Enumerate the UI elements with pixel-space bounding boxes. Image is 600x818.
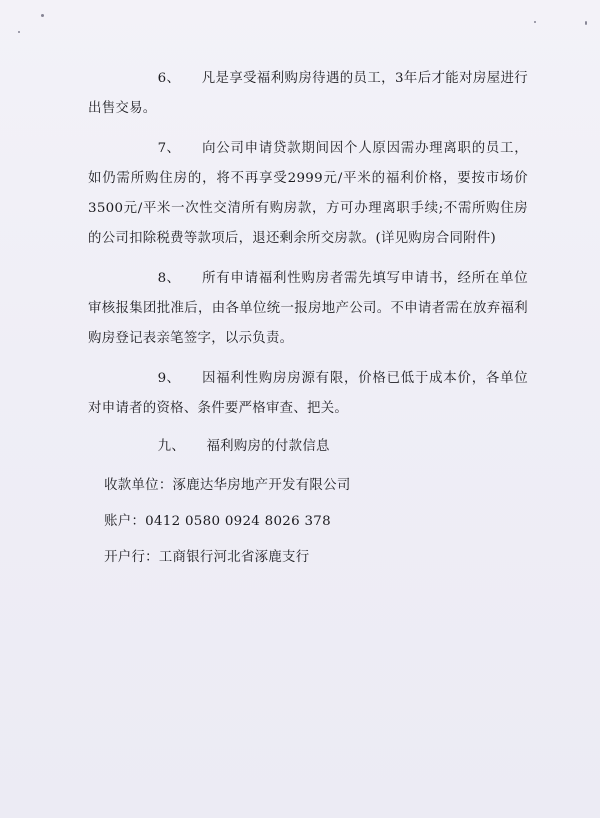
clause-number: 7、 xyxy=(157,141,181,156)
scan-speck xyxy=(534,21,536,23)
clause-text: 向公司申请贷款期间因个人原因需办理离职的员工，如仍需所购住房的，将不再享受2999元/平米的福利价格，要按市场价3500元/平米一次性交清所有购房款，方可办理离职手续;不需所购住房的公司扣除税费等款项后，退还剩余所交房款。(详见购房合同附件) xyxy=(88,141,528,246)
payee-line: 收款单位：涿鹿达华房地产开发有限公司 xyxy=(104,478,351,493)
bank-line: 开户行：工商银行河北省涿鹿支行 xyxy=(104,550,310,565)
section-title: 福利购房的付款信息 xyxy=(206,439,330,454)
clause-9 xyxy=(88,364,528,424)
document-body xyxy=(88,64,528,576)
clause-text: 因福利性购房房源有限，价格已低于成本价，各单位对申请者的资格、条件要严格审查、把关。 xyxy=(88,371,528,416)
clause-text: 凡是享受福利购房待遇的员工，3年后才能对房屋进行出售交易。 xyxy=(88,71,528,116)
clause-number: 8、 xyxy=(157,271,181,286)
clause-7 xyxy=(88,134,528,254)
payment-info xyxy=(88,468,528,576)
clause-number: 6、 xyxy=(157,71,181,86)
clause-text: 所有申请福利性购房者需先填写申请书，经所在单位审核报集团批准后，由各单位统一报房地产公司。不申请者需在放弃福利购房登记表亲笔签字，以示负责。 xyxy=(88,271,528,346)
scan-speck xyxy=(585,21,587,25)
clause-6 xyxy=(88,64,528,124)
clause-number: 9、 xyxy=(157,371,181,386)
section-number: 九、 xyxy=(157,439,186,454)
section-heading xyxy=(88,432,528,462)
scan-speck xyxy=(41,14,44,17)
clause-8 xyxy=(88,264,528,354)
account-line: 账户：0412 0580 0924 8026 378 xyxy=(104,514,331,529)
scan-speck xyxy=(18,31,20,33)
